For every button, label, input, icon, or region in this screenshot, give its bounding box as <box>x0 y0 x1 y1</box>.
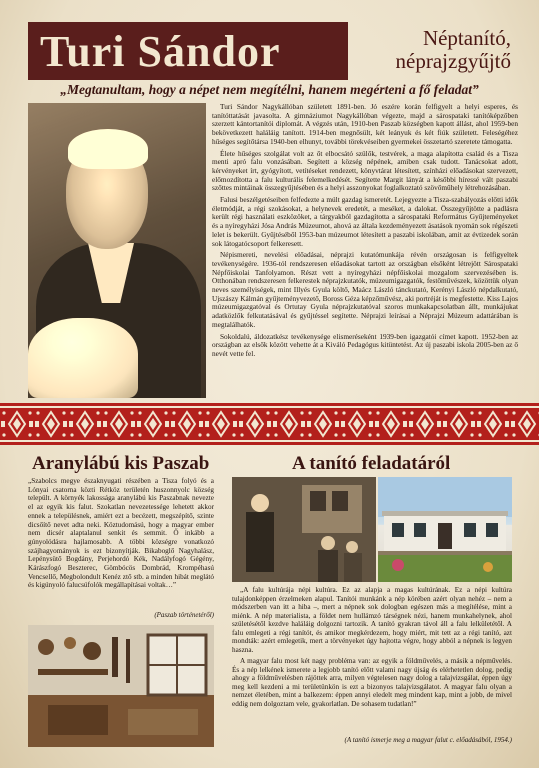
paszab-quote-text: „Szabolcs megye északnyugati részében a Tisza folyó és a Lónyai csatorna közti Rétköz területén huszonnyolc község települt. A környék lakossága aranylábú kis Paszabnak nevezte el az egyik kis falut. Szokatlan nevezetessége lehetett akkor ennek a településnek, amiért ezt a becézett, megszépítő, szinte dicsőítő nevet adta neki. Köztudomású, hogy a magyar ember nem dicsér alaptalanul senkit és semmit. Ő inkább a gúnyolódásra hajlamosabb. A többi községre vonatkozó szájhagyományok is ezt bizonyítják. Bikaboglő Nagyhalász, Lepénysütő Bogdány, Perjehordó Kék, Nadályfogó Gégény, Kárászfogó Beszterec, Gömbócös Dombrád, Krompéhasú Vencsellő, Megbolondult Kenéz ztő stb. a minden hibát meglátó és kigúnyoló falucsúfolók megállapításai voltak…” <box>28 477 214 590</box>
school-building-photo <box>378 477 512 582</box>
portrait-hair <box>68 129 148 169</box>
bio-paragraph: Népismereti, nevelési előadásai, néprajzi kutatómunkája révén országosan is felfigyeltek tevékenységére. 1936-tól rendszeresen előadásokat tartott az országban elsőként létrejött Sárospataki Népfőiskolai Tanfolyamon. Részt vett a nyíregyházi népfőiskolai mozgalom szervezésében is. Otthonában rendszeresen felkerestek néprajzkutatók, múzeumigazgatók, festőművészek, közöttük olyan neves személyiségek, mint Illyés Gyula költő, Maácz László tánckutató, Kerényi László népdalkutató, Ujszászy Kálmán gyűjteményvezető, Boross Géza képzőművész, aki portréját is megfestette. Kiss Lajos múzeumigazgatóval és Ortutay Gyula néprajzkutatóval szoros munkakapcsolatban állt, munkájukat adatközlők felkutatásával és gyűjtéssel segítette. Néprajzi leírásai a Néprajzi Múzeum adattárában is megtalálhatók. <box>212 250 518 329</box>
motto-quote: „Megtanultam, hogy a népet nem megítélni, hanem megérteni a fő feladat” <box>60 82 479 97</box>
school-illustration <box>378 477 512 582</box>
bio-paragraph: Turi Sándor Nagykállóban született 1891-ben. Jó eszére korán felfigyelt a helyi esperes, és tanítóttatását javasolta. A gimnáziumot Nagykállóban végezte, majd a sárospataki tanítóképzőben szerzett kántortanítói diplomát. A végzés után, 1910-ben Paszab községben kapott állást, ahol 1959-ben bekövetkezett haláláig tanított. 1914-ben megnősült, két leányuk és két fiúk született. Feleségéhez hűséges segítőtársa 1940-ben elhunyt, további törekvéseiben gyermekei összetartó szeretete támogatta. <box>212 102 518 146</box>
bio-paragraph: Élete hűséges szolgálat volt az őt elbocsátó szülők, testvérek, a maga alapította család és a Tisza menti apró falu vonzásában. Segített a község népének, amiben csak tudott. Tanácsokat adott, kérvényeket írt, gyógyított, vetítéseket rendezett, könyvtárat létesített, színházi előadásokat szervezett, előmozdította a falu kulturális felemelkedését. Segítette Margit lányát a későbbi híressé vált paszabi szőttes mintáinak összegyűjtésében és a helyi asszonyokat foglalkoztató szövőműhely létrehozásában. <box>212 148 518 193</box>
page-subtitle <box>341 27 511 73</box>
embroidery-pattern <box>0 403 539 445</box>
teacher-task-source: (A tanító ismerje meg a magyar falut c. előadásából, 1954.) <box>344 736 512 744</box>
subtitle-line-1: Néptanító, <box>422 26 511 50</box>
left-section-title: Aranylábú kis Paszab <box>32 453 210 474</box>
classroom-illustration <box>232 477 376 582</box>
museum-interior-photo <box>28 625 214 747</box>
teacher-task-paragraph: A magyar falu most két nagy probléma van: az egyik a földművelés, a másik a népművelés. És a nép lelkének ismerete a legjobb tanító előtt valami nagy újság és elérhetetlen dolog, pedig ahogy a földművelésben rájöttek arra, milyen végtelesen nagy dolog a talajvizsgálat, éppen úgy meg kell kezdeni a mi területünkön is ezt a bizonyos talajvizsgálatot. A magyar falu olyan a nemzet életében, mint a balkezem: éppen annyi eledelt meg mindent kap, mint a jobb, de mivel eddig nem dolgoztam vele, gyakorlatlan. De sohasem tudatlan!” <box>232 657 512 708</box>
biography-text <box>212 103 518 362</box>
paszab-source: (Paszab történetéről) <box>154 611 214 619</box>
portrait-ceramic-pot <box>28 318 138 398</box>
page-title: Turi Sándor <box>40 27 281 76</box>
right-section-title: A tanító feladatáról <box>292 453 451 474</box>
embroidery-border <box>0 403 539 445</box>
teacher-task-text <box>232 586 512 711</box>
bio-paragraph: Sokoldalú, áldozatkész tevékenysége elismeréseként 1939-ben igazgatói címet kapott. 1952-ben az országban az elsők között vehette át a Kiváló Pedagógus kitüntetést. Az új paszabi iskola 2005-ben az ő nevét vette fel. <box>212 331 518 358</box>
portrait-photo <box>28 103 206 398</box>
teacher-task-paragraph: „A falu kultúrája népi kultúra. Ez az alapja a magas kultúrának. Ez a népi kultúra tulajdonképpen érzelmeken alapul. Tanítói munkánk a nép körében azért olyan nehéz – nem a módszerben van itt a hiba –, mert a népnek sok dologban egészen más a megítélése, mint a miénk. A nép materialista, a földet nem hullámzó társégnek nézi, hanem munkahelynek, ahol születésétől kezdve haláláig dolgozni tartozik. A tanító gyakran távol áll a falu lelkületétől. A falu emlegeti a régi tanítót, és amikor megkérdezem, hogy miért, mit tett az a régi tanító, azt mondták: azért emlegetik, mert a törvényeket úgy hajtotta végre, hogy abból a népnek is legyen haszna. <box>232 586 512 654</box>
teacher-with-students-photo <box>232 477 376 582</box>
museum-illustration <box>28 625 214 747</box>
subtitle-line-2: néprajzgyűjtő <box>395 49 511 73</box>
bio-paragraph: Falusi beszélgetéseiben felfedezte a múlt gazdag ismeretét. Lejegyezte a Tisza-szabályozás előtti idők életmódját, a régi szokásokat, a helynevek eredetét, a meséket, a dalokat. Összegyűjtötte a padlásra került régi használati eszközöket, a tárgyakból gazdagította a sárospataki Református Gyűjteményeket és a nyíregyházi Jósa András Múzeumot, ahová az általa kezdeményezett ásatások nyomán sok régészeti lelet is bekerült. Gyűjtéséből 1953-ban múzeumot létesített a paszabi iskolában, amit az évtizedek során sok látogatócsoport felkeresett. <box>212 195 518 248</box>
